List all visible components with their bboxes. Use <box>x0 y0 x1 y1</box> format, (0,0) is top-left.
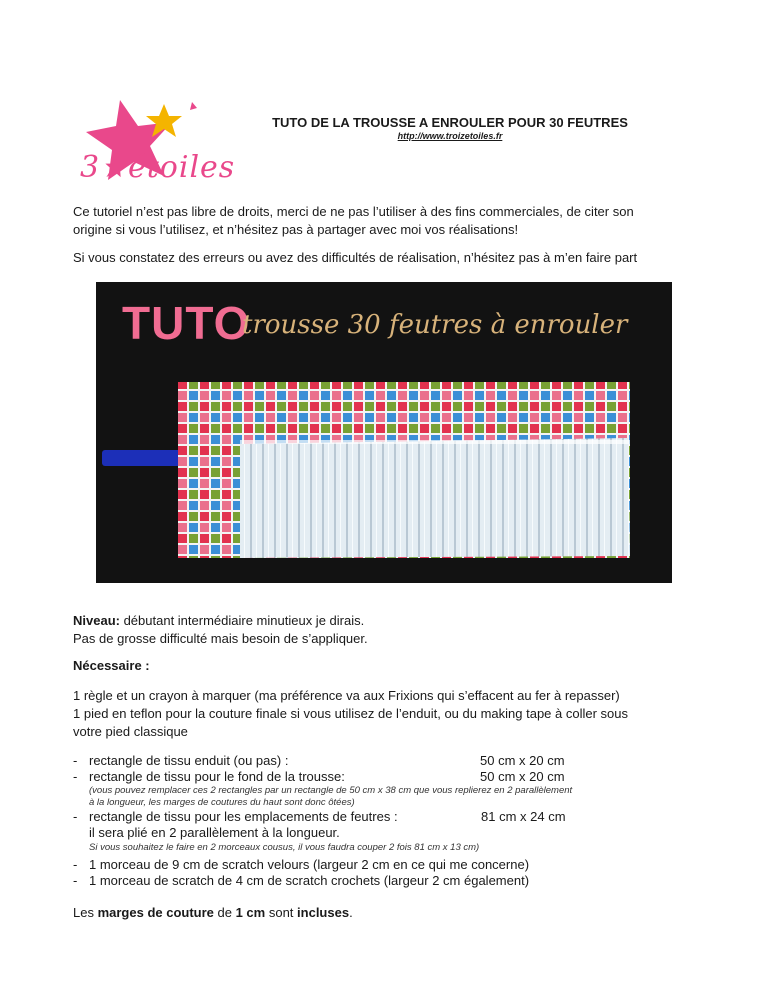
niveau-text: débutant intermédiaire minutieux je dirais. <box>119 613 365 628</box>
list-dash: - <box>73 873 78 888</box>
tutorial-photo <box>96 282 672 583</box>
list-item-text-line-2: il sera plié en 2 parallèlement à la longueur. <box>89 825 340 840</box>
tools-line-2: 1 pied en teflon pour la couture finale si vous utilisez de l’enduit, ou du making tape à coller sous <box>73 706 629 721</box>
tools-line-3: votre pied classique <box>73 724 188 739</box>
marges-text-1: Les <box>73 905 98 920</box>
list-dash: - <box>73 857 78 872</box>
copyright-line-1: Ce tutoriel n’est pas libre de droits, merci de ne pas l’utiliser à des fins commerciales, de citer son <box>73 204 634 219</box>
note-replace-rectangles <box>89 785 709 809</box>
site-link[interactable]: http://www.troizetoiles.fr <box>397 131 503 141</box>
note-two-pieces: Si vous souhaitez le faire en 2 morceaux cousus, il vous faudra couper 2 fois 81 cm x 13 cm) <box>89 842 480 853</box>
logo-text: 3★étoiles <box>80 150 236 185</box>
errors-paragraph: Si vous constatez des erreurs ou avez des difficultés de réalisation, n’hésitez pas à m’en faire part <box>73 250 638 265</box>
list-dash: - <box>73 769 78 784</box>
list-item-measure: 50 cm x 20 cm <box>480 769 565 784</box>
tools-paragraph <box>73 687 703 741</box>
marges-text-3: sont <box>265 905 298 920</box>
marges-bold-3: incluses <box>297 905 350 920</box>
list-item-text: 1 morceau de scratch de 4 cm de scratch crochets (largeur 2 cm également) <box>89 873 530 888</box>
list-item-measure: 50 cm x 20 cm <box>480 753 565 768</box>
necessaire-heading: Nécessaire : <box>73 658 150 673</box>
niveau-section <box>73 612 703 648</box>
list-dash: - <box>73 809 78 824</box>
photo-title-script: trousse 30 feutres à enrouler <box>242 310 628 340</box>
list-item-measure: 81 cm x 24 cm <box>481 809 566 824</box>
photo-title-bold: TUTO <box>122 297 251 349</box>
marges-text-4: . <box>349 905 353 920</box>
velcro-strap <box>102 450 182 466</box>
marges-bold-1: marges de couture <box>97 905 214 920</box>
list-item-text: rectangle de tissu pour les emplacements de feutres : <box>89 809 398 824</box>
list-item-text: rectangle de tissu pour le fond de la trousse: <box>89 769 345 784</box>
page-title: TUTO DE LA TROUSSE A ENROULER POUR 30 FEUTRES <box>272 115 628 130</box>
tools-line-1: 1 règle et un crayon à marquer (ma préférence va aux Frixions qui s’effacent au fer à repasser) <box>73 688 620 703</box>
seam-allowance-note <box>73 904 703 922</box>
copyright-line-2: origine si vous l’utilisez, et n’hésitez pas à partager avec moi vos réalisations! <box>73 222 519 237</box>
list-item-text: rectangle de tissu enduit (ou pas) : <box>89 753 289 768</box>
list-dash: - <box>73 753 78 768</box>
niveau-label: Niveau: <box>73 613 120 628</box>
niveau-line-2: Pas de grosse difficulté mais besoin de s’appliquer. <box>73 631 368 646</box>
note-line-1: (vous pouvez remplacer ces 2 rectangles par un rectangle de 50 cm x 38 cm que vous replierez en 2 parallèlement <box>89 785 573 796</box>
pencil-pouch-image <box>178 380 636 560</box>
marges-bold-2: 1 cm <box>235 905 266 920</box>
marges-text-2: de <box>213 905 236 920</box>
note-line-2: à la longueur, les marges de coutures du haut sont donc ôtées) <box>89 797 355 808</box>
list-item-text: 1 morceau de 9 cm de scratch velours (largeur 2 cm en ce qui me concerne) <box>89 857 530 872</box>
copyright-paragraph <box>73 203 703 239</box>
